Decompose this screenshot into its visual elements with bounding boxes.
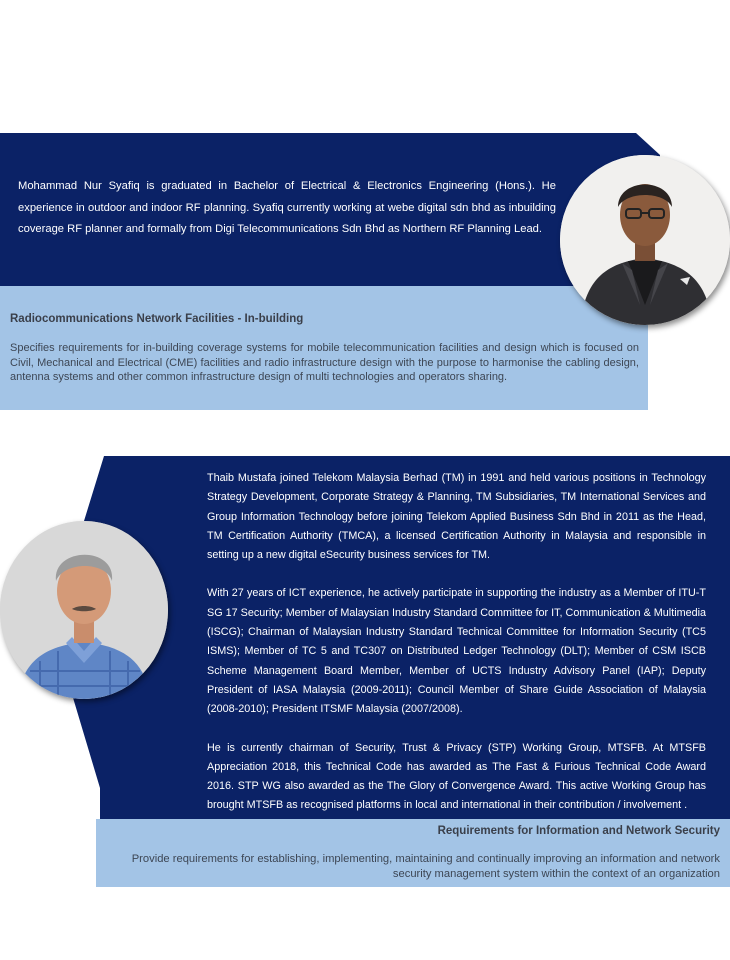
requirement-title-2: Requirements for Information and Network Security — [437, 825, 720, 837]
requirement-description-2: Provide requirements for establishing, implementing, maintaining and continually improving an information and network security management system within the context of an organization — [131, 853, 720, 880]
bio-paragraph: With 27 years of ICT experience, he actively participate in supporting the industry as a Member of ITU-T SG 17 Security; Member of Malaysian Industry Standard Committee for IT, Communication & Multimedia (ISCG); Chairman of Malaysian Industry Standard Technical Committee for Information Security (TC5 ISMS); Member of TC 5 and TC307 on Distributed Ledger Technology (DLT); Member of CSM ISCB Scheme Management Board Member, Member of UCTS Industry Advisory Panel (IAP); Deputy President of IASA Malaysia (2009-2011); Council Member of Share Guide Association of Malaysia (2008-2010); President ITSMF Malaysia (2007/2008). — [207, 587, 706, 716]
requirement-description-1: Specifies requirements for in-building coverage systems for mobile telecommunication facilities and design which is focused on Civil, Mechanical and Electrical (CME) facilities and radio infrastructure design with the purpose to harmonise the cabling design, antenna systems and other common infrastructure design of multi technologies and operators sharing. — [10, 342, 639, 383]
profile-photo-2 — [0, 521, 168, 699]
profile-bio-1: Mohammad Nur Syafiq is graduated in Bachelor of Electrical & Electronics Engineering (Hons.). He experience in outdoor and indoor RF planning. Syafiq currently working at webe digital sdn bhd as inbuilding coverage RF planner and formally from Digi Telecommunications Sdn Bhd as Northern RF Planning Lead. — [18, 180, 556, 235]
profile-photo-1 — [560, 155, 730, 325]
requirement-title-1: Radiocommunications Network Facilities - In-building — [10, 313, 304, 325]
profile-bio-2 — [207, 469, 706, 835]
bio-paragraph: Thaib Mustafa joined Telekom Malaysia Berhad (TM) in 1991 and held various positions in Technology Strategy Development, Corporate Strategy & Planning, TM Subsidiaries, TM International Services and Group Information Technology before joining Telekom Applied Business Sdn Bhd in 2011 as the Head, TM Certification Authority (TMCA), a licensed Certification Authority in Malaysia and responsible in setting up a new digital eSecurity business services for TM. — [207, 472, 706, 562]
bio-paragraph: He is currently chairman of Security, Trust & Privacy (STP) Working Group, MTSFB. At MTSFB Appreciation 2018, this Technical Code has awarded as The Fast & Furious Technical Code Award 2016. STP WG also awarded as the The Glory of Convergence Award. This active Working Group has brought MTSFB as recognised platforms in local and international in their contribution / involvement . — [207, 741, 706, 812]
